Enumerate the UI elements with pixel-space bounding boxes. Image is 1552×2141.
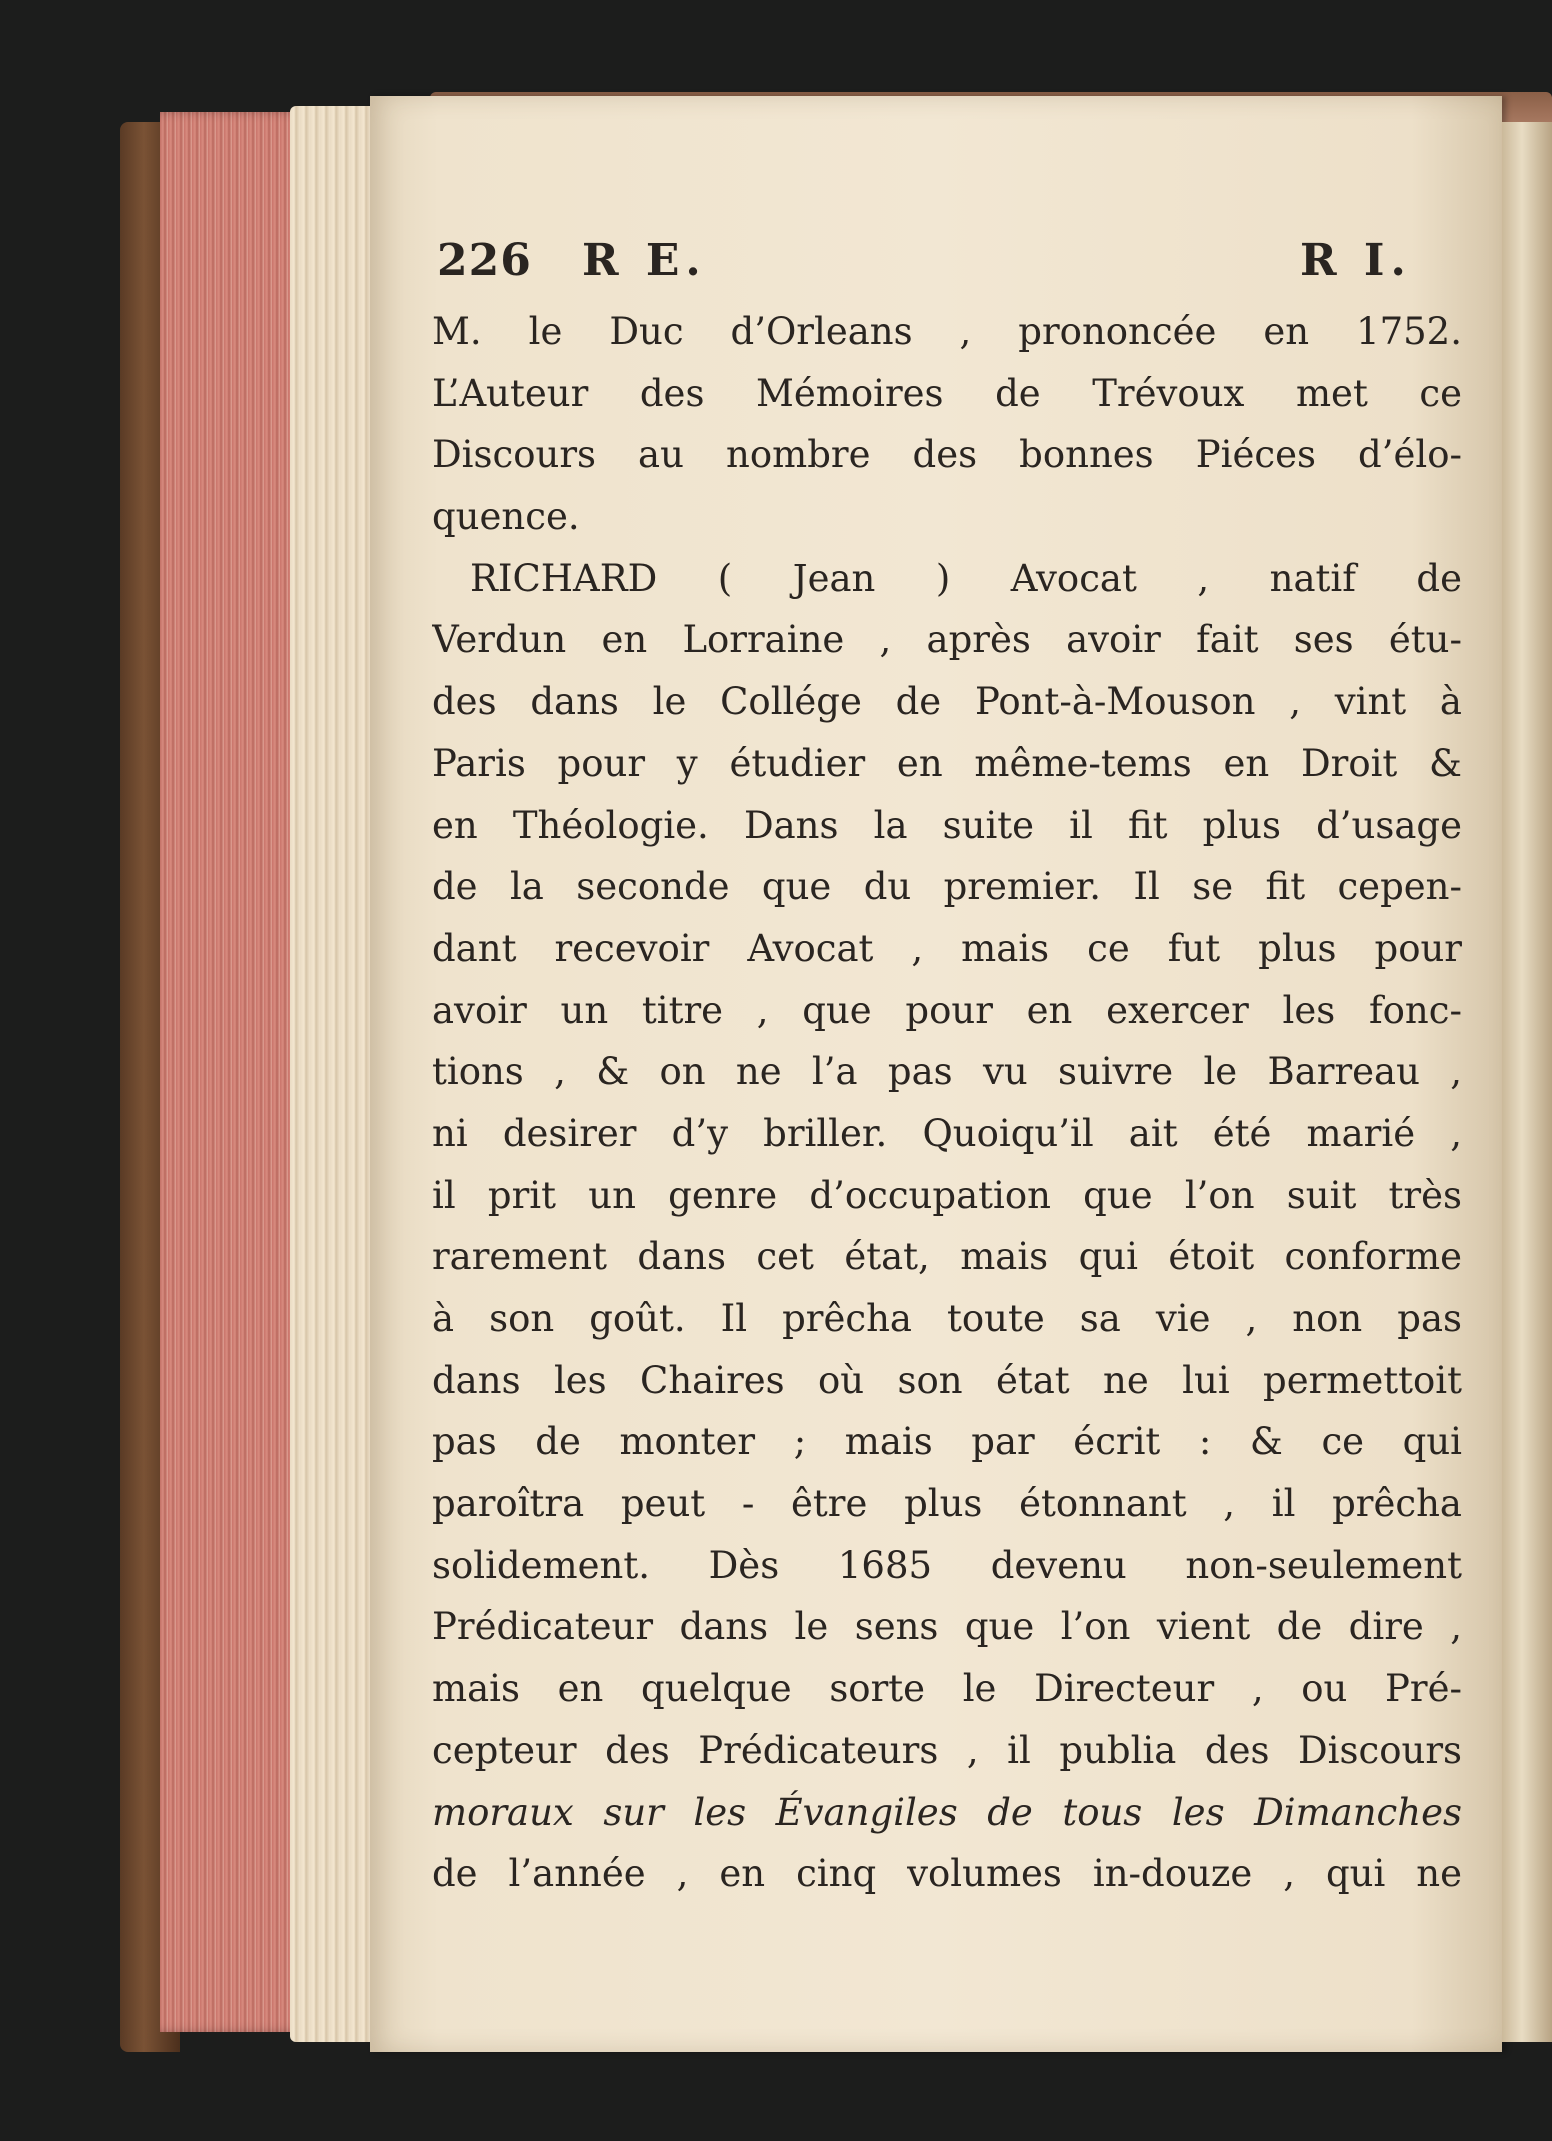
text-line: ni desirer d’y briller. Quoiqu’il ait été marié , xyxy=(432,1111,1462,1155)
running-head xyxy=(432,235,1462,301)
right-page-edge xyxy=(1502,122,1552,2042)
text-line: mais en quelque sorte le Directeur , ou Pré- xyxy=(432,1667,1462,1711)
text-line: paroîtra peut - être plus étonnant , il prêcha xyxy=(432,1482,1462,1526)
text-line: à son goût. Il prêcha toute sa vie , non pas xyxy=(432,1297,1462,1340)
text-line: cepteur des Prédicateurs , il publia des Discours xyxy=(432,1728,1462,1772)
text-line: Discours au nombre des bonnes Piéces d’élo- xyxy=(432,433,1462,477)
text-line: dant recevoir Avocat , mais ce fut plus pour xyxy=(432,926,1462,970)
text-line: pas de monter ; mais par écrit : & ce qui xyxy=(432,1420,1462,1464)
text-line: L’Auteur des Mémoires de Trévoux met ce xyxy=(432,371,1462,415)
text-line: M. le Duc d’Orleans , prononcée en 1752. xyxy=(432,310,1462,353)
text-line: Verdun en Lorraine , après avoir fait ses étu- xyxy=(432,618,1462,662)
text-line: tions , & on ne l’a pas vu suivre le Barreau , xyxy=(432,1050,1462,1094)
text-line: Prédicateur dans le sens que l’on vient de dire , xyxy=(432,1605,1462,1649)
text-line: des dans le Collége de Pont-à-Mouson , vint à xyxy=(432,680,1462,724)
page-number: 226 xyxy=(437,235,532,286)
text-line: rarement dans cet état, mais qui étoit conforme xyxy=(432,1235,1462,1279)
page-text xyxy=(432,235,1462,1905)
text-line: Paris pour y étudier en même-tems en Droit & xyxy=(432,741,1462,785)
text-line: dans les Chaires où son état ne lui permettoit xyxy=(432,1358,1462,1402)
text-line: de la seconde que du premier. Il se fit cepen- xyxy=(432,865,1462,909)
text-line: RICHARD ( Jean ) Avocat , natif de xyxy=(470,556,1462,600)
right-heading: R I. xyxy=(1300,235,1412,286)
left-heading: R E. xyxy=(582,235,707,286)
text-line: il prit un genre d’occupation que l’on suit très xyxy=(432,1173,1462,1217)
text-line: en Théologie. Dans la suite il fit plus d’usage xyxy=(432,803,1462,847)
text-line: quence. xyxy=(432,495,580,539)
text-line: avoir un titre , que pour en exercer les fonc- xyxy=(432,988,1462,1032)
text-line: solidement. Dès 1685 devenu non-seulement xyxy=(432,1543,1462,1587)
text-line: moraux sur les Évangiles de tous les Dimanches xyxy=(432,1790,1462,1834)
text-line: de l’année , en cinq volumes in-douze , qui ne xyxy=(432,1852,1462,1896)
